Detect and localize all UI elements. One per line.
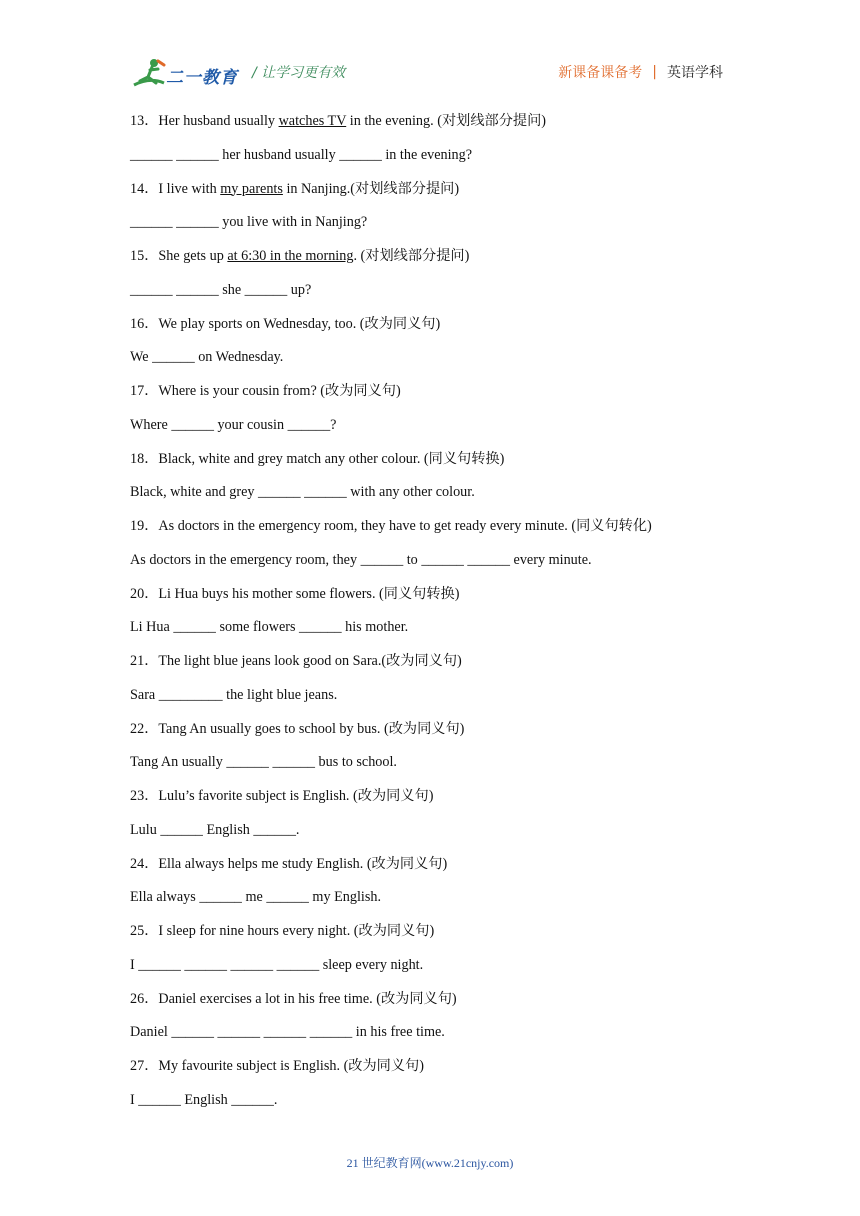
line-text: 17．Where is your cousin from? (改为同义句) [130, 383, 401, 399]
answer-line [130, 954, 750, 988]
line-text: Daniel ______ ______ ______ ______ in his free time. [130, 1024, 445, 1041]
answer-line [130, 684, 750, 718]
line-text: I ______ English ______. [130, 1091, 278, 1108]
line-text: 22．Tang An usually goes to school by bus. (改为同义句) [130, 720, 465, 737]
exercise-content [130, 110, 750, 1123]
line-text: 26．Daniel exercises a lot in his free time. (改为同义句) [130, 990, 457, 1007]
question-line [130, 380, 750, 414]
underlined-phrase: watches TV [278, 113, 347, 129]
underlined-phrase: at 6:30 in the morning [227, 248, 354, 264]
line-text: ______ ______ she ______ up? [130, 281, 312, 298]
line-text: 16．We play sports on Wednesday, too. (改为同义句) [130, 315, 441, 332]
line-text: Li Hua ______ some flowers ______ his mother. [130, 619, 409, 636]
answer-line [130, 751, 750, 785]
answer-line [130, 481, 750, 515]
question-line [130, 313, 750, 347]
line-text: 18．Black, white and grey match any other colour. (同义句转换) [130, 450, 505, 467]
line-text: As doctors in the emergency room, they ______ to ______ ______ every minute. [130, 551, 592, 568]
question-line [130, 785, 750, 819]
question-line [130, 1055, 750, 1089]
header-tag-left: 新课备课备考 [558, 65, 643, 81]
question-line [130, 920, 750, 954]
question-line [130, 178, 750, 212]
answer-line [130, 616, 750, 650]
answer-line [130, 346, 750, 380]
line-text: 19．As doctors in the emergency room, they have to get ready every minute. (同义句转化) [130, 518, 652, 534]
answer-line [130, 1089, 750, 1123]
line-text: ______ ______ you live with in Nanjing? [130, 214, 368, 231]
header-tag-right: 英语学科 [667, 65, 723, 81]
line-text-tail: in Nanjing.(对划线部分提问) [282, 180, 460, 197]
answer-line [130, 886, 750, 920]
line-text: Tang An usually ______ ______ bus to school. [130, 754, 397, 771]
line-text-tail: . (对划线部分提问) [353, 248, 470, 264]
line-text: 24．Ella always helps me study English. (改为同义句) [130, 855, 448, 872]
line-text: 14．I live with [130, 180, 221, 197]
underlined-phrase: my parents [220, 180, 283, 197]
answer-line [130, 414, 750, 448]
answer-line [130, 549, 750, 583]
answer-line [130, 279, 750, 313]
page-footer: 21 世纪教育网(www.21cnjy.com) [346, 1156, 514, 1170]
answer-line [130, 144, 750, 178]
line-text: 13．Her husband usually [130, 113, 279, 129]
logo-text: 二一教育 [166, 68, 238, 88]
line-text: Lulu ______ English ______. [130, 821, 300, 838]
header-slogan: / 让学习更有效 [252, 65, 346, 81]
line-text: 21．The light blue jeans look good on Sara.(改为同义句) [130, 653, 462, 669]
line-text-tail: in the evening. (对划线部分提问) [346, 113, 546, 129]
question-line [130, 718, 750, 752]
line-text: Ella always ______ me ______ my English. [130, 889, 382, 906]
line-text: 23．Lulu’s favorite subject is English. (改为同义句) [130, 788, 434, 804]
question-line [130, 245, 750, 279]
question-line [130, 110, 750, 144]
answer-line [130, 1021, 750, 1055]
line-text: 15．She gets up [130, 248, 228, 264]
answer-line [130, 819, 750, 853]
line-text: Where ______ your cousin ______? [130, 416, 337, 433]
question-line [130, 583, 750, 617]
line-text: ______ ______ her husband usually ______ in the evening? [130, 146, 473, 163]
question-line [130, 853, 750, 887]
line-text: 20．Li Hua buys his mother some flowers. (同义句转换) [130, 585, 460, 602]
question-line [130, 988, 750, 1022]
answer-line [130, 211, 750, 245]
line-text: I ______ ______ ______ ______ sleep every night. [130, 956, 424, 973]
line-text: Sara _________ the light blue jeans. [130, 686, 338, 703]
page-header [0, 0, 860, 100]
question-line [130, 650, 750, 684]
line-text: We ______ on Wednesday. [130, 349, 284, 366]
line-text: 27．My favourite subject is English. (改为同义句) [130, 1058, 424, 1074]
header-tags [558, 62, 723, 82]
question-line [130, 448, 750, 482]
line-text: Black, white and grey ______ ______ with any other colour. [130, 484, 475, 501]
header-separator: | [652, 64, 657, 80]
line-text: 25．I sleep for nine hours every night. (改为同义句) [130, 923, 435, 939]
question-line [130, 515, 750, 549]
